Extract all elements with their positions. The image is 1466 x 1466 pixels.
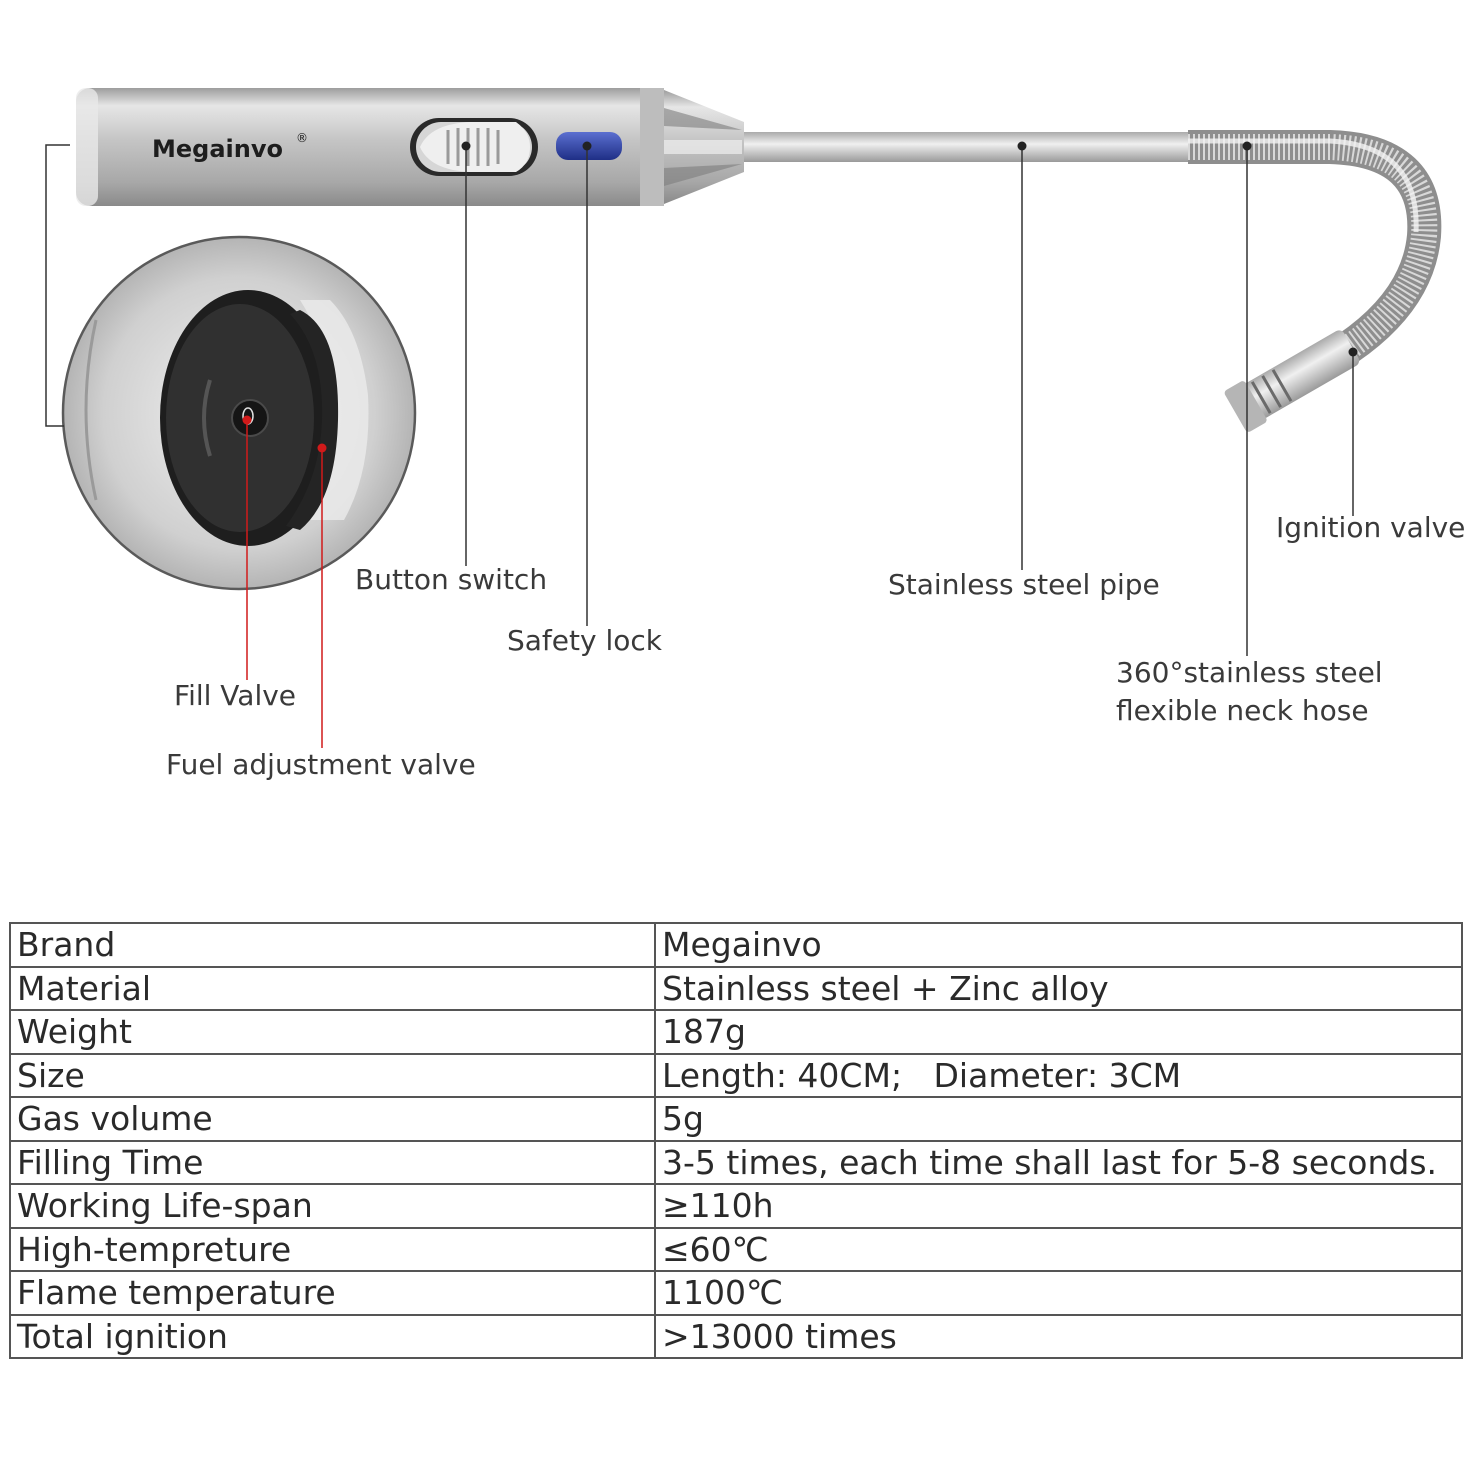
steel-pipe-dot <box>1018 142 1027 151</box>
table-row <box>10 1271 1462 1315</box>
spec-key: Flame temperature <box>10 1271 655 1315</box>
flexible-neck-hose <box>1188 141 1424 348</box>
spec-value: 3-5 times, each time shall last for 5-8 seconds. <box>655 1141 1462 1185</box>
spec-value: 1100℃ <box>655 1271 1462 1315</box>
table-row <box>10 1228 1462 1272</box>
stainless-steel-pipe <box>744 132 1190 162</box>
spec-key: Working Life-span <box>10 1184 655 1228</box>
safety-lock-dot <box>583 142 592 151</box>
spec-key: Gas volume <box>10 1097 655 1141</box>
ignition-valve <box>1223 325 1363 434</box>
fill-valve-dot <box>243 416 252 425</box>
button-switch <box>410 118 538 176</box>
label-fill-valve: Fill Valve <box>174 679 297 712</box>
table-row <box>10 967 1462 1011</box>
label-stainless-steel-pipe: Stainless steel pipe <box>888 568 1160 601</box>
spec-value: Megainvo <box>655 923 1462 967</box>
table-row <box>10 1141 1462 1185</box>
spec-value: ≤60℃ <box>655 1228 1462 1272</box>
button-switch-dot <box>462 142 471 151</box>
registered-mark: ® <box>296 131 308 145</box>
spec-value: 187g <box>655 1010 1462 1054</box>
spec-key: Material <box>10 967 655 1011</box>
spec-value: ≥110h <box>655 1184 1462 1228</box>
spec-key: Brand <box>10 923 655 967</box>
neck-hose-dot <box>1243 142 1252 151</box>
table-row <box>10 1054 1462 1098</box>
table-row <box>10 1097 1462 1141</box>
spec-key: High-tempreture <box>10 1228 655 1272</box>
table-row <box>10 1184 1462 1228</box>
spec-key: Total ignition <box>10 1315 655 1359</box>
spec-value: 5g <box>655 1097 1462 1141</box>
brand-mark: Megainvo <box>152 135 283 163</box>
table-row <box>10 1010 1462 1054</box>
spec-value: >13000 times <box>655 1315 1462 1359</box>
spec-value: Length: 40CM; Diameter: 3CM <box>655 1054 1462 1098</box>
label-button-switch: Button switch <box>355 563 548 596</box>
spec-key: Size <box>10 1054 655 1098</box>
table-row <box>10 923 1462 967</box>
table-row <box>10 1315 1462 1359</box>
spec-table <box>9 922 1463 1359</box>
label-ignition-valve: Ignition valve <box>1276 511 1466 544</box>
spec-key: Weight <box>10 1010 655 1054</box>
fuel-adjustment-dot <box>318 444 327 453</box>
label-neck-hose-line2: flexible neck hose <box>1116 694 1369 727</box>
label-fuel-adjustment-valve: Fuel adjustment valve <box>166 748 476 781</box>
spec-value: Stainless steel + Zinc alloy <box>655 967 1462 1011</box>
label-neck-hose-line1: 360°stainless steel <box>1116 656 1383 689</box>
spec-key: Filling Time <box>10 1141 655 1185</box>
ignition-valve-dot <box>1349 348 1358 357</box>
label-safety-lock: Safety lock <box>507 624 662 657</box>
fill-valve-inset <box>63 237 415 589</box>
